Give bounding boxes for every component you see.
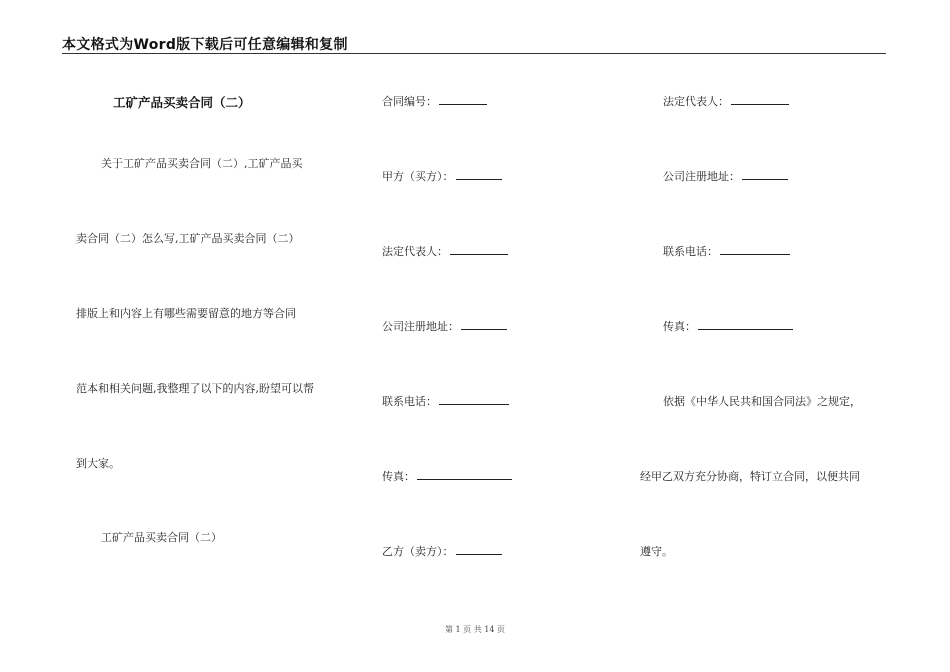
field-label: 传真： xyxy=(382,470,415,483)
paragraph-line: 到大家。 xyxy=(76,457,120,470)
field-label: 公司注册地址： xyxy=(382,320,459,333)
field-label: 合同编号： xyxy=(382,95,437,108)
blank-line xyxy=(456,169,502,180)
paragraph-line: 遵守。 xyxy=(640,545,673,558)
phone-field xyxy=(382,393,509,409)
field-label: 联系电话： xyxy=(663,245,718,258)
registered-address-field xyxy=(382,318,507,334)
paragraph-line: 经甲乙双方充分协商，特订立合同，以便共同 xyxy=(640,470,860,483)
registered-address-field xyxy=(663,168,788,184)
blank-line xyxy=(720,244,790,255)
document-header: 本文格式为Word版下载后可任意编辑和复制 xyxy=(62,37,348,53)
blank-line xyxy=(461,319,507,330)
header-divider xyxy=(62,53,886,54)
field-label: 联系电话： xyxy=(382,395,437,408)
phone-field xyxy=(663,243,790,259)
blank-line xyxy=(698,319,793,330)
paragraph-line: 范本和相关问题,我整理了以下的内容,盼望可以帮 xyxy=(76,382,314,395)
blank-line xyxy=(742,169,788,180)
blank-line xyxy=(417,469,512,480)
contract-number-field xyxy=(382,93,487,109)
field-label: 传真： xyxy=(663,320,696,333)
party-b-field xyxy=(382,543,502,559)
paragraph-line: 依据《中华人民共和国合同法》之规定， xyxy=(663,395,861,408)
paragraph-line: 排版上和内容上有哪些需要留意的地方等合同 xyxy=(76,307,296,320)
blank-line xyxy=(450,244,508,255)
legal-representative-field xyxy=(382,243,508,259)
legal-representative-field xyxy=(663,93,789,109)
field-label: 乙方（卖方）： xyxy=(382,545,454,558)
field-label: 法定代表人： xyxy=(663,95,729,108)
paragraph-line: 关于工矿产品买卖合同（二）,工矿产品买 xyxy=(101,157,303,170)
fax-field xyxy=(382,468,512,484)
field-label: 公司注册地址： xyxy=(663,170,740,183)
document-title: 工矿产品买卖合同（二） xyxy=(113,95,251,110)
contract-subtitle: 工矿产品买卖合同（二） xyxy=(101,531,222,544)
field-label: 法定代表人： xyxy=(382,245,448,258)
blank-line xyxy=(439,94,487,105)
paragraph-line: 卖合同（二）怎么写,工矿产品买卖合同（二） xyxy=(76,232,300,245)
blank-line xyxy=(456,544,502,555)
blank-line xyxy=(731,94,789,105)
fax-field xyxy=(663,318,793,334)
party-a-field xyxy=(382,168,502,184)
field-label: 甲方（买方）： xyxy=(382,170,454,183)
blank-line xyxy=(439,394,509,405)
page-number: 第 1 页 共 14 页 xyxy=(445,625,505,634)
